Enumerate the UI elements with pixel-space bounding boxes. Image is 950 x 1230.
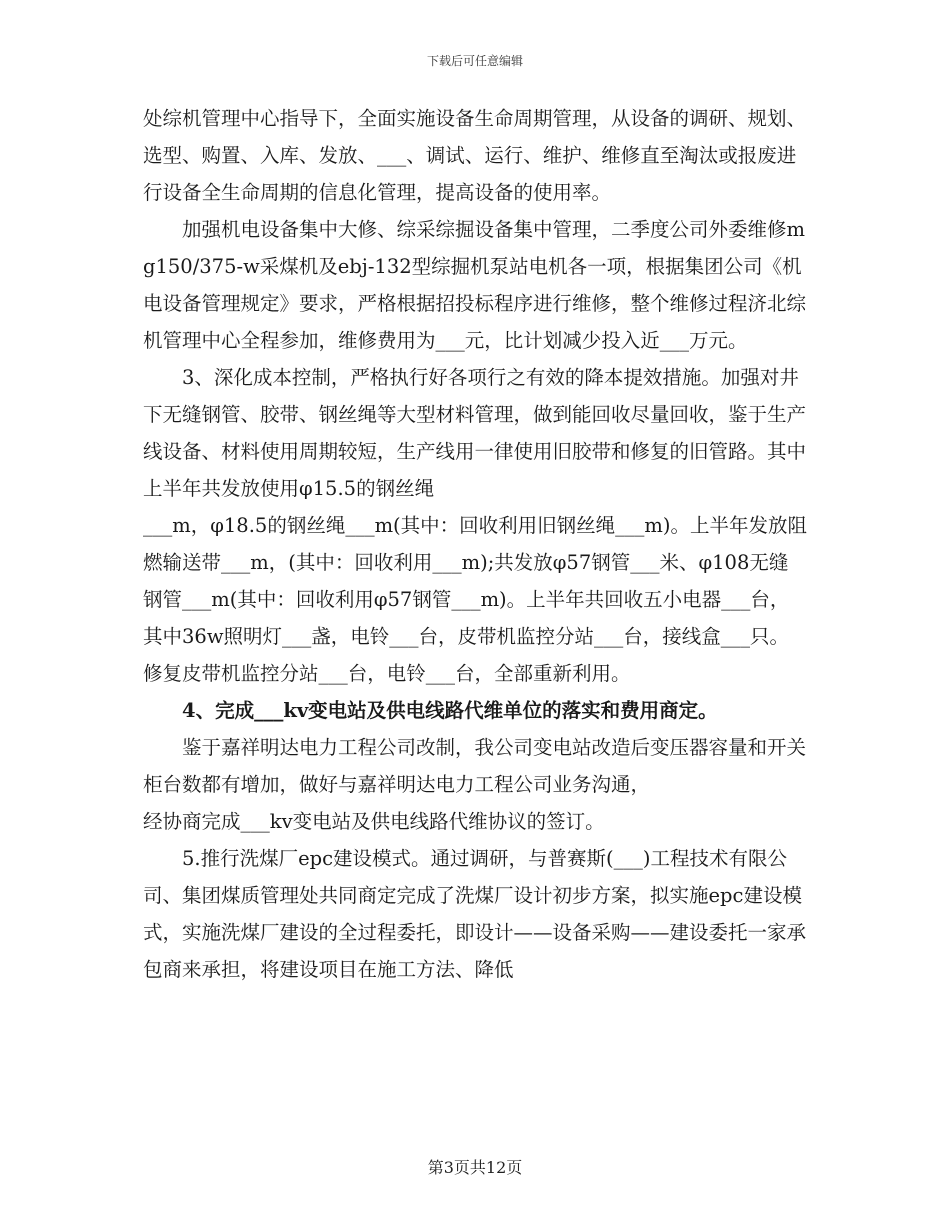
paragraph-materials: ___m，φ18.5的钢丝绳___m(其中：回收利用旧钢丝绳___m)。上半年发放阻燃输送带___m，(其中：回收利用___m);共发放φ57钢管___米、φ108无缝钢管___m(其中：回收利用φ57钢管___m)。上半年共回收五小电器___台，其中36w照明灯___盏，电铃___台，皮带机监控分站___台，接线盒___只。修复皮带机监控分站___台，电铃___台，全部重新利用。: [143, 514, 808, 685]
header-note: 下载后可任意编辑: [426, 54, 523, 68]
document-body: [143, 100, 807, 988]
paragraph-epc: 5.推行洗煤厂epc建设模式。通过调研，与普赛斯(___)工程技术有限公司、集团煤质管理处共同商定完成了洗煤厂设计初步方案，拟实施epc建设模式，实施洗煤厂建设的全过程委托，即设计——设备采购——建设委托一家承包商来承担，将建设项目在施工方法、降低: [143, 847, 807, 981]
paragraph-substation-agreement: 经协商完成___kv变电站及供电线路代维协议的签订。: [143, 810, 605, 833]
section-heading-substation: 4、完成___kv变电站及供电线路代维单位的落实和费用商定。: [182, 699, 718, 722]
paragraph-repair: 加强机电设备集中大修、综采综掘设备集中管理，二季度公司外委维修mg150/375-w采煤机及ebj-132型综掘机泵站电机各一项，根据集团公司《机电设备管理规定》要求，严格根据招投标程序进行维修，整个维修过程济北综机管理中心全程参加，维修费用为___元，比计划减少投入近___万元。: [143, 218, 807, 352]
paragraph-substation: 鉴于嘉祥明达电力工程公司改制，我公司变电站改造后变压器容量和开关柜台数都有增加，做好与嘉祥明达电力工程公司业务沟通，: [143, 736, 807, 796]
paragraph-lifecycle: 处综机管理中心指导下，全面实施设备生命周期管理，从设备的调研、规划、选型、购置、入库、发放、___、调试、运行、维护、维修直至淘汰或报废进行设备全生命周期的信息化管理，提高设备的使用率。: [143, 107, 807, 204]
page-number: 第3页共12页: [427, 1158, 523, 1177]
paragraph-cost-control: 3、深化成本控制，严格执行好各项行之有效的降本提效措施。加强对井下无缝钢管、胶带、钢丝绳等大型材料管理，做到能回收尽量回收，鉴于生产线设备、材料使用周期较短，生产线用一律使用旧胶带和修复的旧管路。其中上半年共发放使用φ15.5的钢丝绳: [143, 366, 807, 500]
